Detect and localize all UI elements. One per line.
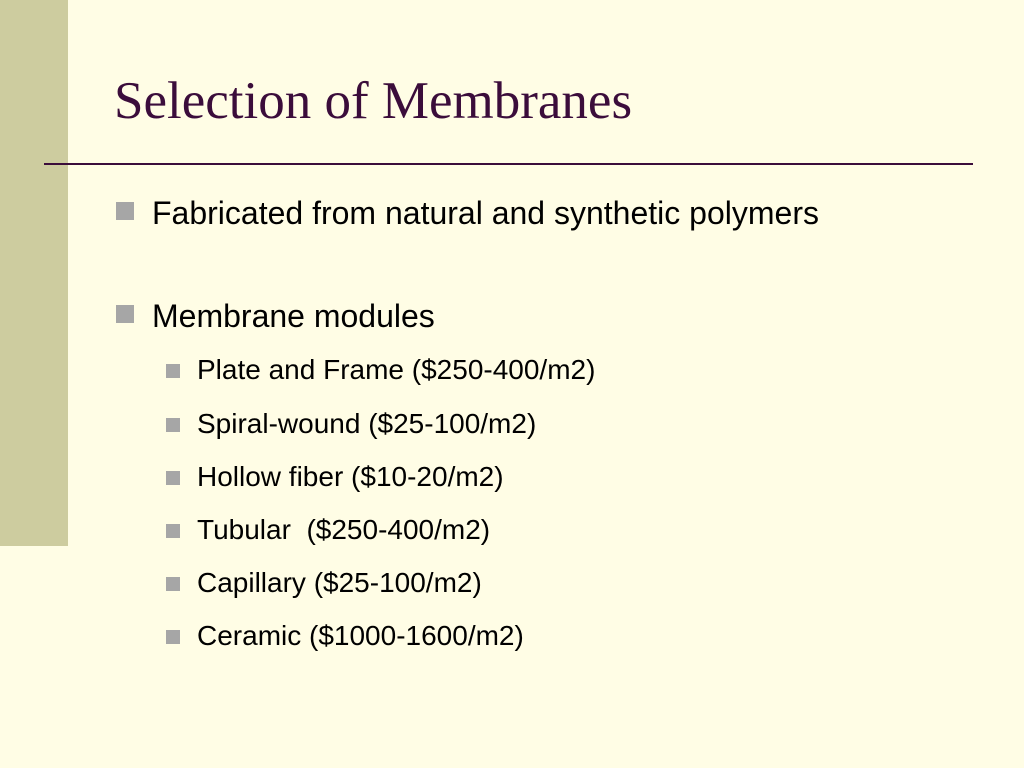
sub-bullet-text: Plate and Frame ($250-400/m2) xyxy=(197,354,596,385)
sub-bullet-item xyxy=(166,618,866,654)
square-bullet-icon xyxy=(116,305,134,323)
square-bullet-icon xyxy=(166,364,180,378)
square-bullet-icon xyxy=(166,630,180,644)
sub-bullet-text: Spiral-wound ($25-100/m2) xyxy=(197,408,537,439)
bullet-text: Membrane modules xyxy=(152,298,435,334)
sub-bullet-text: Capillary ($25-100/m2) xyxy=(197,567,482,598)
square-bullet-icon xyxy=(166,471,180,485)
bullet-text: Fabricated from natural and synthetic polymers xyxy=(152,195,819,231)
sub-bullet-text: Tubular ($250-400/m2) xyxy=(197,514,491,545)
bullet-item xyxy=(116,293,856,339)
square-bullet-icon xyxy=(166,577,180,591)
sub-bullet-text: Hollow fiber ($10-20/m2) xyxy=(197,461,504,492)
square-bullet-icon xyxy=(116,202,134,220)
sub-bullet-item xyxy=(166,459,866,495)
sub-bullet-item xyxy=(166,512,866,548)
sub-bullet-item xyxy=(166,406,866,442)
sub-bullet-text: Ceramic ($1000-1600/m2) xyxy=(197,620,524,651)
square-bullet-icon xyxy=(166,418,180,432)
sub-bullet-item xyxy=(166,352,866,388)
bullet-item xyxy=(116,190,856,236)
sub-bullet-item xyxy=(166,565,866,601)
slide-title: Selection of Membranes xyxy=(114,72,633,130)
square-bullet-icon xyxy=(166,524,180,538)
